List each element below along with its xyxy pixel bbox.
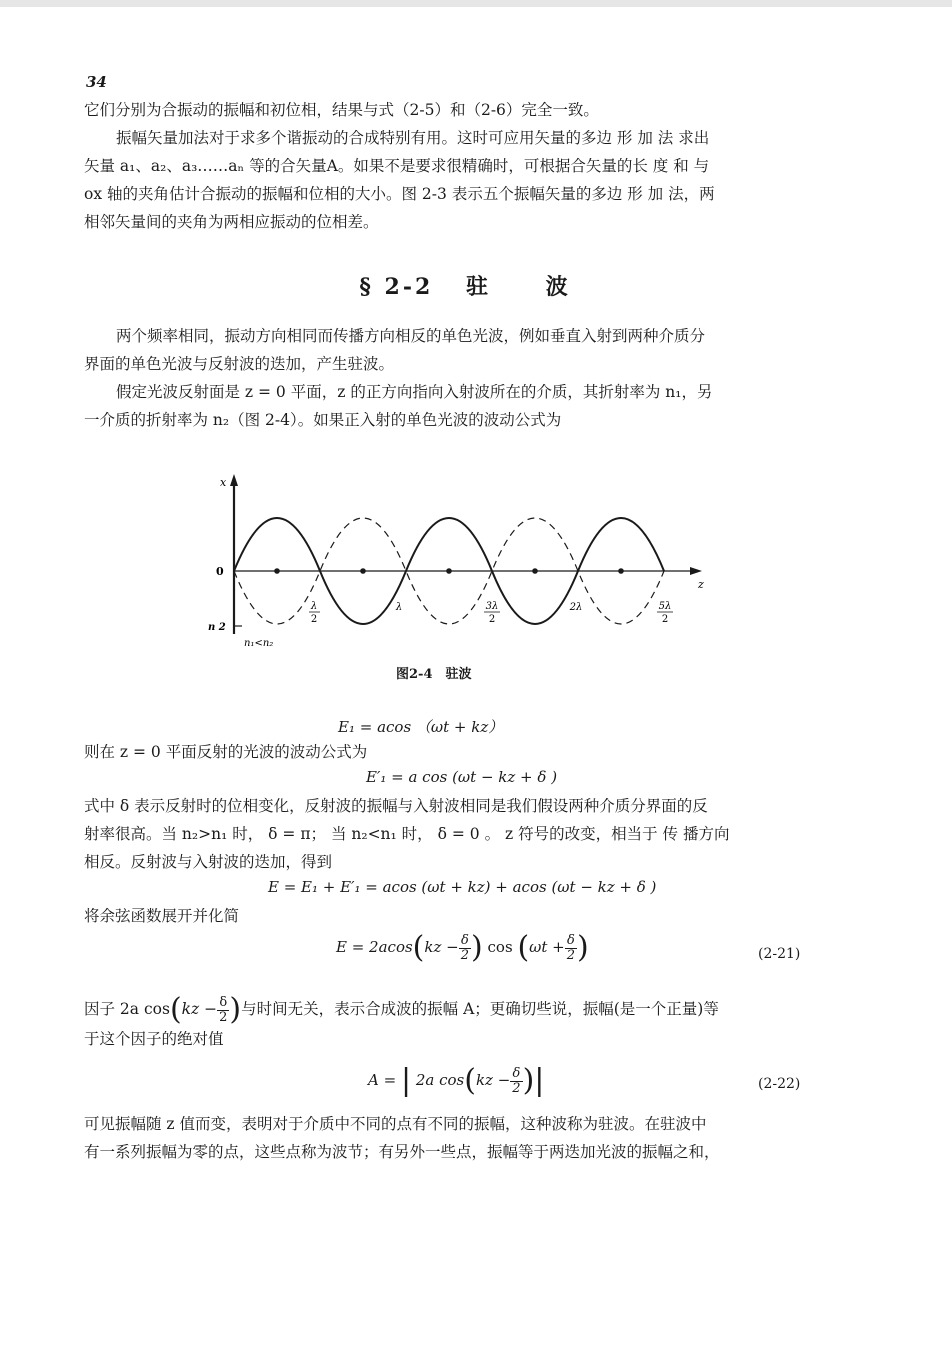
figure-caption: 图2-4 驻波 <box>396 667 472 682</box>
equation-number-2-22: (2-22) <box>758 1076 801 1092</box>
eq5-abs-close: | <box>534 1063 545 1098</box>
factor-open-paren: ( <box>169 992 182 1027</box>
eq5-open-paren: ( <box>464 1063 476 1098</box>
eq5-body: 2a cos <box>415 1071 465 1089</box>
intro-paragraph <box>84 96 810 236</box>
factor-frac-den: 2 <box>219 1009 228 1025</box>
equation-2-21 <box>336 930 589 965</box>
intro-line-4: ox 轴的夹角估计合振动的振幅和位相的大小。图 2-3 表示五个振幅矢量的多边 形 加 法，两 <box>84 185 715 203</box>
factor-arg: kz − <box>181 1000 218 1018</box>
eq5-lhs: A = <box>368 1071 397 1089</box>
eq4-lhs: E = 2acos <box>336 938 413 956</box>
antinode-dot-2 <box>360 568 366 574</box>
equation-number-2-21: (2-21) <box>758 946 801 962</box>
body2-line-1: 式中 δ 表示反射时的位相变化，反射波的振幅与入射波相同是我们假设两种介质分界面的反 <box>84 797 708 815</box>
eq5-frac-den: 2 <box>512 1080 521 1096</box>
intro-line-1: 它们分别为合振动的振幅和初位相，结果与式（2-5）和（2-6）完全一致。 <box>84 101 599 119</box>
five-half-lambda-numerator: 5λ <box>658 601 672 612</box>
refractive-relation-label: n₁<n₂ <box>244 638 274 649</box>
n2-label: n 2 <box>208 622 226 633</box>
eq5-fraction <box>510 1067 522 1096</box>
factor-frac-num: δ <box>217 996 229 1011</box>
eq4-frac1-den: 2 <box>460 947 470 963</box>
eq4-close-paren-2: ) <box>577 930 589 965</box>
factor-fraction <box>217 996 229 1025</box>
body3-line-1: 可见振幅随 z 值而变，表明对于介质中不同的点有不同的振幅，这种波称为驻波。在驻波中 <box>84 1115 707 1133</box>
factor-paragraph <box>84 992 810 1053</box>
eq4-frac2-num: δ <box>565 934 577 949</box>
eq5-frac-num: δ <box>510 1067 522 1082</box>
antinode-dot-4 <box>532 568 538 574</box>
body-paragraph-3 <box>84 1110 810 1166</box>
antinode-dot-5 <box>618 568 624 574</box>
eq4-cos: cos <box>487 938 513 956</box>
eq4-close-paren: ) <box>471 930 483 965</box>
z-axis-arrow-icon <box>690 567 702 575</box>
section-heading <box>0 270 952 301</box>
three-half-lambda-numerator: 3λ <box>485 601 499 612</box>
eq4-fraction-1 <box>459 934 471 963</box>
eq4-open-paren-2: ( <box>517 930 530 965</box>
eq4-arg2: ωt + <box>529 938 565 956</box>
factor-close-paren: ) <box>229 992 242 1027</box>
body-paragraph-1 <box>84 322 810 434</box>
eq5-close-paren: ) <box>522 1063 535 1098</box>
intro-line-3: 矢量 a₁、a₂、a₃……aₙ 等的合矢量A。如果不是要求很精确时，可根据合矢量的长 度 和 与 <box>84 157 710 175</box>
body1-line-3: 假定光波反射面是 z = 0 平面，z 的正方向指向入射波所在的介质，其折射率为 n₁，另 <box>116 383 713 401</box>
eq4-frac1-num: δ <box>459 934 471 949</box>
scan-top-edge <box>0 0 952 7</box>
body2-line-3: 相反。反射波与入射波的迭加，得到 <box>84 853 333 871</box>
factor-line-2: 于这个因子的绝对值 <box>84 1030 224 1048</box>
standing-wave-figure <box>196 468 716 649</box>
eq5-arg: kz − <box>475 1071 511 1089</box>
body1-line-4: 一介质的折射率为 n₂（图 2-4）。如果正入射的单色光波的波动公式为 <box>84 411 562 429</box>
body1-line-2: 界面的单色光波与反射波的迭加，产生驻波。 <box>84 355 395 373</box>
body-paragraph-2 <box>84 792 810 876</box>
x-axis-arrow-icon <box>230 474 238 486</box>
five-half-lambda-denominator: 2 <box>661 614 669 625</box>
factor-prefix: 因子 2a cos <box>84 1000 170 1018</box>
body1-line-1: 两个频率相同，振动方向相同而传播方向相反的单色光波，例如垂直入射到两种介质分 <box>116 327 706 345</box>
section-number: § 2-2 <box>359 274 434 300</box>
text-expand-cosine: 将余弦函数展开并化简 <box>84 907 240 925</box>
eq4-fraction-2 <box>565 934 577 963</box>
intro-line-2: 振幅矢量加法对于求多个谐振动的合成特别有用。这时可应用矢量的多边 形 加 法 求出 <box>116 129 710 147</box>
equation-reflected-wave: E′₁ = a cos (ωt − kz + δ ) <box>366 768 558 786</box>
antinode-dot-3 <box>446 568 452 574</box>
equation-incident-wave: E₁ = acos （ωt + kz） <box>338 718 504 736</box>
equation-superposition: E = E₁ + E′₁ = acos (ωt + kz) + acos (ωt − kz + δ ) <box>268 878 657 896</box>
equation-2-22 <box>368 1063 545 1098</box>
origin-label: 0 <box>216 565 224 578</box>
section-title-char-1: 驻 <box>465 274 491 300</box>
half-lambda-denominator: 2 <box>310 614 318 625</box>
lambda-label: λ <box>395 602 403 613</box>
half-lambda-numerator: λ <box>310 601 318 612</box>
eq4-open-paren: ( <box>412 930 425 965</box>
eq5-abs-open: | <box>400 1063 412 1098</box>
factor-line-1 <box>84 992 810 1027</box>
body3-line-2: 有一系列振幅为零的点，这些点称为波节；有另外一些点，振幅等于两迭加光波的振幅之和， <box>84 1143 720 1161</box>
body2-line-2: 射率很高。当 n₂>n₁ 时， δ = π； 当 n₂<n₁ 时， δ = 0 。 z 符号的改变，相当于 传 播方向 <box>84 825 730 843</box>
antinode-dot-1 <box>274 568 280 574</box>
x-axis-label: x <box>220 476 227 489</box>
section-title-char-2: 波 <box>545 274 571 300</box>
intro-line-5: 相邻矢量间的夹角为两相应振动的位相差。 <box>84 213 379 231</box>
eq4-arg1: kz − <box>424 938 459 956</box>
factor-suffix: 与时间无关，表示合成波的振幅 A；更确切些说，振幅(是一个正量)等 <box>241 1000 719 1018</box>
page-number: 34 <box>86 73 107 91</box>
three-half-lambda-denominator: 2 <box>488 614 496 625</box>
z-axis-label: z <box>698 578 704 591</box>
text-reflected-wave-intro: 则在 z = 0 平面反射的光波的波动公式为 <box>84 743 368 761</box>
two-lambda-label: 2λ <box>569 602 583 613</box>
eq4-frac2-den: 2 <box>566 947 576 963</box>
